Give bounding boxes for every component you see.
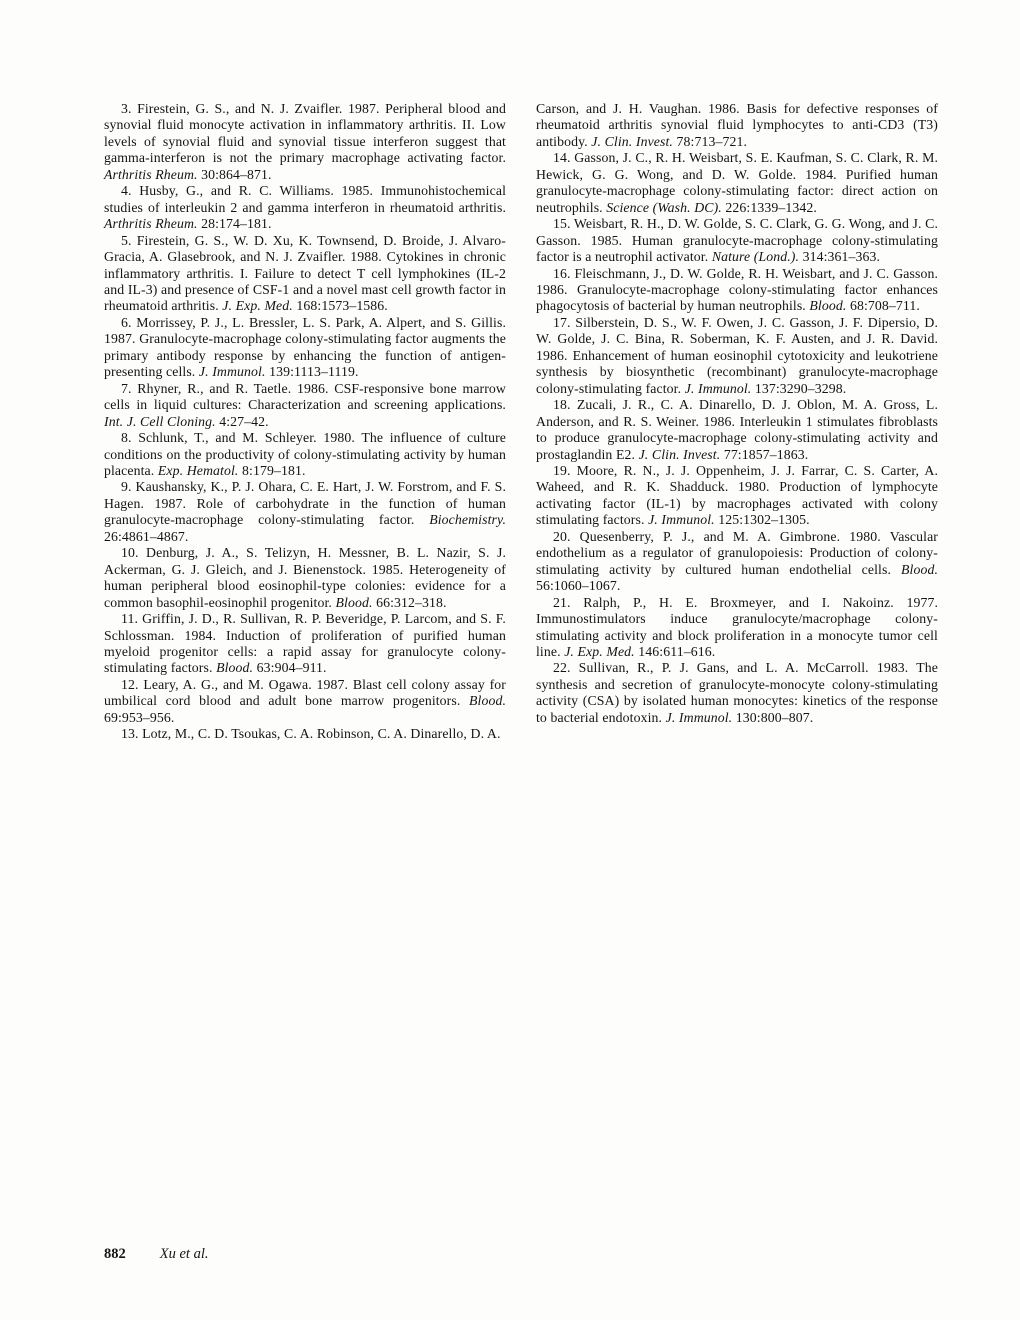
reference-entry [104,430,506,479]
reference-entry [104,233,506,315]
reference-entry [104,101,506,183]
reference-entry [104,381,506,430]
reference-entry [104,315,506,381]
reference-entry [104,611,506,677]
reference-entry [536,463,938,529]
reference-text: 77:1857–1863. [720,446,809,462]
reference-text: 226:1339–1342. [721,199,817,215]
reference-text: 13. Lotz, M., C. D. Tsoukas, C. A. Robinson, C. A. Dinarello, D. A. [121,726,501,742]
journal-name: J. Immunol. [198,364,266,380]
reference-entry [536,397,938,463]
reference-text: 125:1302–1305. [714,512,810,528]
reference-entry [104,183,506,232]
reference-text: 146:611–616. [634,643,716,659]
reference-entry [536,529,938,595]
journal-name: Nature (Lond.). [711,249,800,265]
journal-name: Arthritis Rheum. [104,216,198,232]
reference-text: 14. Gasson, J. C., R. H. Weisbart, S. E. Kaufman, S. C. Clark, R. M. Hewick, G. G. Wong, and D. W. Golde. 1984. Purified human granulocyte-macrophage colony-stimulating factor: direct action on neutrophils. [536,150,938,215]
reference-entry [536,660,938,726]
journal-name: J. Immunol. [665,709,733,725]
reference-text: 68:708–711. [846,298,920,314]
journal-name: Int. J. Cell Cloning. [104,413,216,429]
reference-entry [536,150,938,216]
reference-text: 168:1573–1586. [292,298,388,314]
reference-text: 30:864–871. [197,166,272,182]
reference-text: 4:27–42. [215,413,269,429]
reference-text: 18. Zucali, J. R., C. A. Dinarello, D. J. Oblon, M. A. Gross, L. Anderson, and R. S. Weiner. 1986. Interleukin 1 stimulates fibroblasts to produce granulocyte-macrophage colony-stimulating activity and prostaglandin E2. [536,397,938,462]
reference-text: 56:1060–1067. [536,578,621,594]
reference-text: 7. Rhyner, R., and R. Taetle. 1986. CSF-responsive bone marrow cells in liquid cultures: Characterization and screening applications. [104,380,506,413]
reference-entry [536,216,938,265]
journal-name: J. Immunol. [648,512,715,528]
journal-name: Blood. [900,561,938,577]
journal-name: Science (Wash. DC). [606,199,722,215]
reference-entry [536,266,938,315]
reference-entry [536,101,938,150]
journal-name: Blood. [809,298,847,314]
reference-text: 16. Fleischmann, J., D. W. Golde, R. H. Weisbart, and J. C. Gasson. 1986. Granulocyte-macrophage colony-stimulating factor enhances phagocytosis of bacterial by human neutrophils. [536,265,938,314]
reference-text: 66:312–318. [372,594,447,610]
page-footer [104,1246,208,1263]
references-section [104,101,937,743]
references-column-right [536,101,938,743]
reference-text: 17. Silberstein, D. S., W. F. Owen, J. C. Gasson, J. F. Dipersio, D. W. Golde, J. C. Bina, R. Soberman, K. F. Austen, and J. R. David. 1986. Enhancement of human eosinophil cytotoxicity and leukotriene synthesis by biosynthetic (recombinant) granulocyte-macrophage colony-stimulating factor. [536,314,938,396]
reference-text: 3. Firestein, G. S., and N. J. Zvaifler. 1987. Peripheral blood and synovial fluid monocyte activation in inflammatory arthritis. II. Low levels of synovial fluid and synovial tissue interferon suggest that gamma-interferon is not the primary macrophage activating factor. [104,101,506,166]
journal-name: Biochemistry. [429,512,506,528]
reference-text: 8:179–181. [238,462,306,478]
reference-entry [104,479,506,545]
reference-text: 22. Sullivan, R., P. J. Gans, and L. A. McCarroll. 1983. The synthesis and secretion of granulocyte-monocyte colony-stimulating activity (CSA) by isolated human monocytes: kinetics of the response to bacterial endotoxin. [536,660,938,725]
reference-text: 28:174–181. [197,216,272,232]
reference-text: 314:361–363. [799,249,881,265]
journal-name: J. Exp. Med. [564,643,635,659]
journal-name: Exp. Hematol. [157,462,239,478]
reference-text: 8. Schlunk, T., and M. Schleyer. 1980. The influence of culture conditions on the productivity of colony-stimulating activity by human placenta. [104,430,506,478]
reference-text: 4. Husby, G., and R. C. Williams. 1985. Immunohistochemical studies of interleukin 2 and gamma interferon in rheumatoid arthritis. [104,183,506,215]
reference-text: Carson, and J. H. Vaughan. 1986. Basis for defective responses of rheumatoid arthritis synovial fluid lymphocytes to anti-CD3 (T3) antibody. [536,101,938,149]
reference-text: 21. Ralph, P., H. E. Broxmeyer, and I. Nakoinz. 1977. Immunostimulators induce granulocyte/macrophage colony-stimulating activity and block proliferation in a monocyte tumor cell line. [536,594,938,659]
journal-name: Arthritis Rheum. [104,166,198,182]
references-column-left [104,101,506,743]
reference-entry [104,677,506,726]
journal-name: J. Clin. Invest. [591,133,673,149]
journal-name: J. Clin. Invest. [638,446,721,462]
journal-name: Blood. [468,693,506,709]
reference-text: 130:800–807. [732,709,814,725]
reference-entry [536,315,938,397]
journal-name: Blood. [216,660,254,676]
reference-text: 12. Leary, A. G., and M. Ogawa. 1987. Blast cell colony assay for umbilical cord blood and adult bone marrow progenitors. [104,676,506,709]
reference-text: 69:953–956. [104,709,175,725]
reference-text: 9. Kaushansky, K., P. J. Ohara, C. E. Hart, J. W. Forstrom, and F. S. Hagen. 1987. Role of carbohydrate in the function of human granulocyte-macrophage colony-stimulating factor. [104,479,506,528]
reference-text: 19. Moore, R. N., J. J. Oppenheim, J. J. Farrar, C. S. Carter, A. Waheed, and R. K. Shadduck. 1980. Production of lymphocyte activating factor (IL-1) by macrophages activated with colony stimulating factors. [536,462,938,528]
reference-entry [536,595,938,661]
reference-text: 78:713–721. [672,133,748,149]
reference-text: 137:3290–3298. [751,380,847,396]
page-number: 882 [104,1246,126,1262]
reference-text: 5. Firestein, G. S., W. D. Xu, K. Townsend, D. Broide, J. Alvaro-Gracia, A. Glasebrook, and N. J. Zvaifler. 1988. Cytokines in chronic inflammatory arthritis. I. Failure to detect T cell lymphokines (IL-2 and IL-3) and presence of CSF-1 and a novel mast cell growth factor in rheumatoid arthritis. [104,232,506,314]
reference-text: 26:4861–4867. [104,528,189,544]
reference-entry [104,726,506,742]
journal-name: Blood. [335,594,373,610]
reference-text: 20. Quesenberry, P. J., and M. A. Gimbrone. 1980. Vascular endothelium as a regulator of granulopoiesis: Production of colony-stimulating activity by cultured human endothelial cells. [536,528,938,577]
reference-text: 63:904–911. [253,660,327,676]
reference-entry [104,545,506,611]
footer-authors: Xu et al. [159,1246,209,1262]
reference-text: 6. Morrissey, P. J., L. Bressler, L. S. Park, A. Alpert, and S. Gillis. 1987. Granulocyte-macrophage colony-stimulating factor augments the primary antibody response by enhancing the function of antigen-presenting cells. [104,314,506,380]
reference-text: 139:1113–1119. [265,364,359,380]
reference-text: 11. Griffin, J. D., R. Sullivan, R. P. Beveridge, P. Larcom, and S. F. Schlossman. 1984. Induction of proliferation of purified human myeloid progenitor cells: a rapid assay for granulocyte colony-stimulating factors. [104,611,506,676]
journal-name: J. Immunol. [684,380,752,396]
journal-name: J. Exp. Med. [222,298,293,314]
reference-text: 10. Denburg, J. A., S. Telizyn, H. Messner, B. L. Nazir, S. J. Ackerman, G. J. Gleich, and J. Bienenstock. 1985. Heterogeneity of human peripheral blood eosinophil-type colonies: evidence for a common basophil-eosinophil progenitor. [104,545,506,610]
reference-text: 15. Weisbart, R. H., D. W. Golde, S. C. Clark, G. G. Wong, and J. C. Gasson. 1985. Human granulocyte-macrophage colony-stimulating factor is a neutrophil activator. [536,216,938,265]
